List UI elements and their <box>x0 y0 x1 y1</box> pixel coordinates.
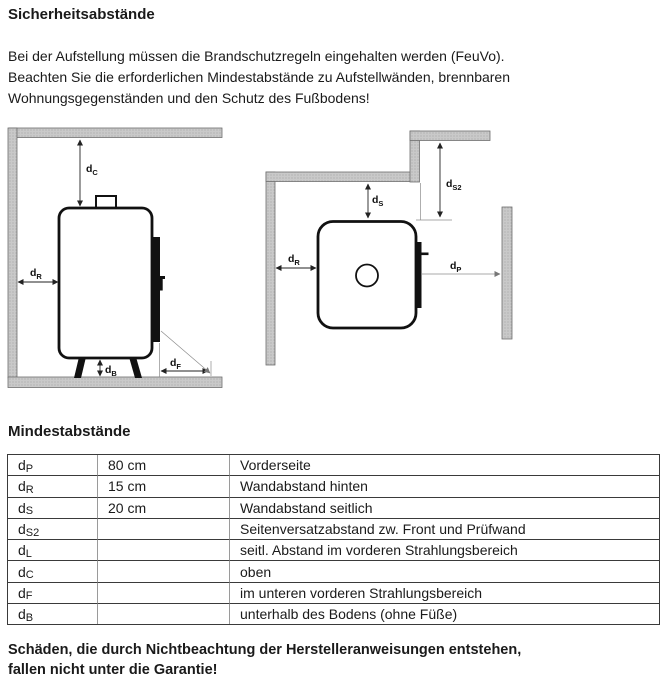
label-dr2: $d_R$ <box>288 253 300 267</box>
min-distances-table <box>7 454 660 625</box>
door-handle-top <box>422 253 429 256</box>
stove-leg-left <box>74 357 86 378</box>
label-dp: $d_P$ <box>450 260 462 274</box>
symbol-cell: $d_B$ <box>18 606 34 624</box>
value-cell <box>97 561 229 582</box>
table-row <box>8 540 659 561</box>
description-cell: oben <box>229 561 659 582</box>
warranty-warning <box>8 641 664 680</box>
diagram-top-view <box>266 131 512 365</box>
value-cell <box>97 519 229 540</box>
offset-wall-top <box>410 131 490 141</box>
value-cell: 80 cm <box>97 455 229 476</box>
rear-wall <box>8 128 17 378</box>
table-row <box>8 519 659 540</box>
stove-body-side <box>59 208 152 358</box>
stove-leg-right <box>129 357 142 378</box>
label-ds: $d_S$ <box>372 194 384 208</box>
symbol-cell: $d_F$ <box>8 583 97 604</box>
side-wall-left <box>266 172 275 365</box>
intro-line: Wohnungsgegenständen und den Schutz des Fußbodens! <box>8 90 370 106</box>
label-dr: $d_R$ <box>30 267 42 281</box>
label-dc: $d_C$ <box>86 163 98 177</box>
table-row <box>8 604 659 624</box>
description-cell: Vorderseite <box>229 455 659 476</box>
table-row <box>8 561 659 582</box>
label-ds2: $d_{S2}$ <box>446 178 462 192</box>
label-db: $d_B$ <box>105 364 117 378</box>
page-title: Sicherheitsabstände <box>8 6 155 23</box>
description-cell: Wandabstand seitlich <box>229 498 659 519</box>
description-cell: Wandabstand hinten <box>229 476 659 497</box>
warning-line: fallen nicht unter die Garantie! <box>8 661 218 678</box>
description-cell: seitl. Abstand im vorderen Strahlungsbereich <box>229 540 659 561</box>
diagram-side-view <box>8 128 222 388</box>
description-cell: Seitenversatzabstand zw. Front und Prüfwand <box>229 519 659 540</box>
table-row <box>8 455 659 476</box>
intro-paragraph <box>8 46 664 109</box>
radiation-diagonal-line <box>161 331 210 373</box>
table-row <box>8 583 659 604</box>
floor <box>8 377 222 388</box>
symbol-cell: $d_L$ <box>8 540 97 561</box>
safety-distance-diagrams <box>0 116 669 411</box>
symbol-cell: $d_R$ <box>8 476 97 497</box>
symbol-cell: $d_C$ <box>8 561 97 582</box>
table-row <box>8 498 659 519</box>
pruefwand <box>502 207 512 339</box>
symbol-cell: $d_P$ <box>8 455 97 476</box>
description-cell: im unteren vorderen Strahlungsbereich <box>229 583 659 604</box>
intro-line: Beachten Sie die erforderlichen Mindestabstände zu Aufstellwänden, brennbaren <box>8 69 510 85</box>
value-cell: 20 cm <box>97 498 229 519</box>
description-cell: unterhalb des Bodens (ohne Füße) <box>229 604 659 624</box>
symbol-cell: $d_{S2}$ <box>8 519 97 540</box>
flue-outlet-circle <box>356 265 378 287</box>
value-cell <box>97 604 229 624</box>
value-cell <box>97 583 229 604</box>
value-cell: 15 cm <box>97 476 229 497</box>
stove-door-top <box>415 242 422 308</box>
warning-line: Schäden, die durch Nichtbeachtung der Herstelleranweisungen entstehen, <box>8 642 522 658</box>
table-row <box>8 476 659 497</box>
label-df: $d_F$ <box>170 357 182 371</box>
door-handle <box>160 276 165 291</box>
stove-door-side <box>152 237 161 342</box>
intro-line: Bei der Aufstellung müssen die Brandschutzregeln eingehalten werden (FeuVo). <box>8 48 505 64</box>
rear-wall-top <box>266 172 419 182</box>
flue-pipe-stub <box>96 196 116 208</box>
ceiling-wall <box>9 128 222 138</box>
min-distances-heading: Mindestabstände <box>8 423 131 440</box>
symbol-cell: $d_S$ <box>8 498 97 519</box>
value-cell <box>97 540 229 561</box>
